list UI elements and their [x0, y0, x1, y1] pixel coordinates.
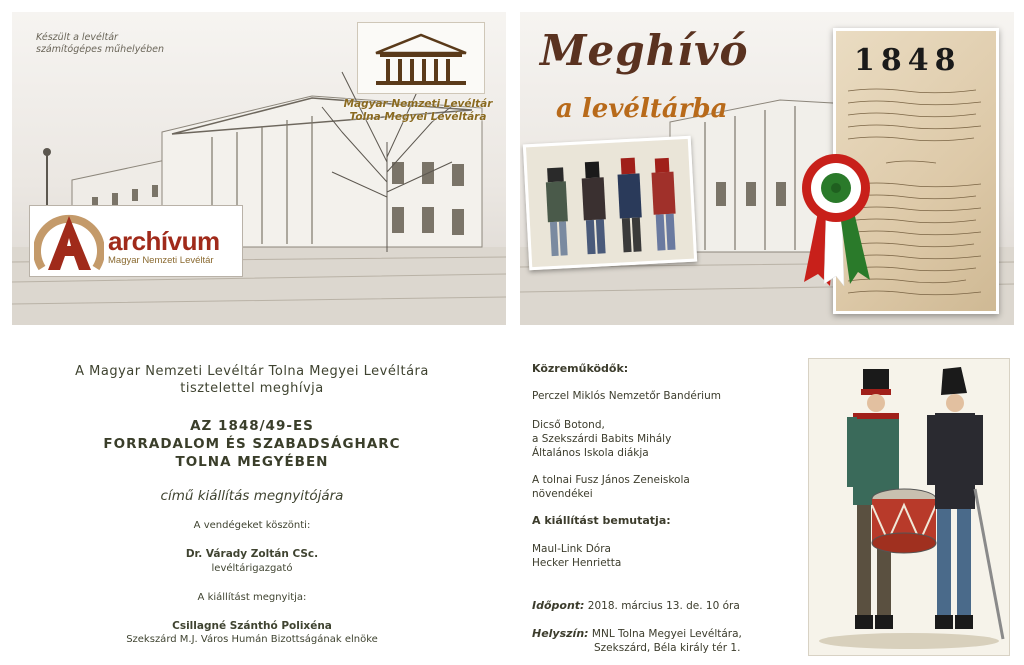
contributor-3-line-1: A tolnai Fusz János Zeneiskola [532, 474, 690, 486]
opener-name: Csillagné Szánthó Polixéna [172, 620, 332, 632]
presenter-1: Maul-Link Dóra [532, 543, 611, 555]
contributor-2-line-1: Dicső Botond, [532, 419, 605, 431]
archive-building-photo-panel [12, 12, 506, 325]
archivum-a-icon [34, 206, 104, 276]
presenter-2: Hecker Henrietta [532, 557, 622, 569]
invitation-cover-panel [520, 12, 1014, 325]
place-value-line-2: Szekszárd, Béla király tér 1. [594, 642, 741, 654]
greeting-label: A vendégeket köszönti: [193, 520, 311, 531]
contributor-3 [532, 473, 690, 501]
place-label: Helyszín: [532, 627, 589, 640]
opener-label: A kiállítást megnyitja: [197, 592, 307, 603]
time-value: 2018. március 13. de. 10 óra [587, 600, 740, 612]
soldiers-drummer-illustration [808, 358, 1010, 656]
exhibit-title-line-3: TOLNA MEGYÉBEN [175, 454, 329, 470]
presenters-label: A kiállítást bemutatja: [532, 514, 671, 527]
credit-line-1: Készült a levéltár [36, 32, 118, 43]
exhibit-title-line-1: AZ 1848/49-ES [190, 418, 314, 434]
opener-role: Szekszárd M.J. Város Humán Bizottságának elnöke [126, 634, 378, 645]
cockade-rosette-icon [796, 152, 876, 292]
mnl-building-logo [357, 22, 485, 94]
mnl-name-line-1: Magyar Nemzeti Levéltár [343, 98, 493, 110]
presenters [532, 542, 621, 570]
contributor-1: Perczel Miklós Nemzetőr Bandérium [532, 390, 721, 402]
place-value-line-1: MNL Tolna Megyei Levéltára, [591, 628, 742, 640]
archivum-subtitle: Magyar Nemzeti Levéltár [108, 255, 214, 266]
archivum-logo [29, 205, 243, 277]
event-place [532, 627, 742, 655]
greeter-role: levéltárigazgató [211, 563, 293, 574]
mnl-name-line-2: Tolna Megyei Levéltára [349, 111, 487, 123]
archive-building-logo-icon [358, 23, 484, 93]
contributors-label: Közreműködők: [532, 362, 629, 375]
invites-line: tisztelettel meghívja [180, 381, 324, 396]
contributor-2-line-3: Általános Iskola diákja [532, 447, 649, 459]
contributor-2-line-2: a Szekszárdi Babits Mihály [532, 433, 672, 445]
document-year: 1848 [854, 43, 962, 78]
greeter-name: Dr. Várady Zoltán CSc. [185, 548, 319, 560]
credit-line-2: számítógépes műhelyében [36, 44, 165, 55]
invitation-subtitle: a levéltárba [556, 94, 728, 124]
invitation-title: Meghívó [540, 26, 749, 75]
archivum-wordmark: archívum [108, 226, 220, 256]
credit-note [36, 32, 164, 56]
event-time [532, 599, 740, 613]
exhibit-subtitle: című kiállítás megnyitójára [160, 488, 344, 504]
contributor-2 [532, 418, 671, 460]
soldiers-illustration [809, 359, 1009, 655]
time-label: Időpont: [532, 599, 585, 612]
contributor-3-line-2: növendékei [532, 488, 593, 500]
mnl-institution-name [332, 98, 504, 124]
soldiers-uniforms-illustration [526, 139, 694, 267]
institution-line: A Magyar Nemzeti Levéltár Tolna Megyei Levéltára [75, 364, 429, 379]
uniforms-illustration-card [523, 136, 697, 271]
exhibit-title-line-2: FORRADALOM ÉS SZABADSÁGHARC [103, 436, 401, 452]
